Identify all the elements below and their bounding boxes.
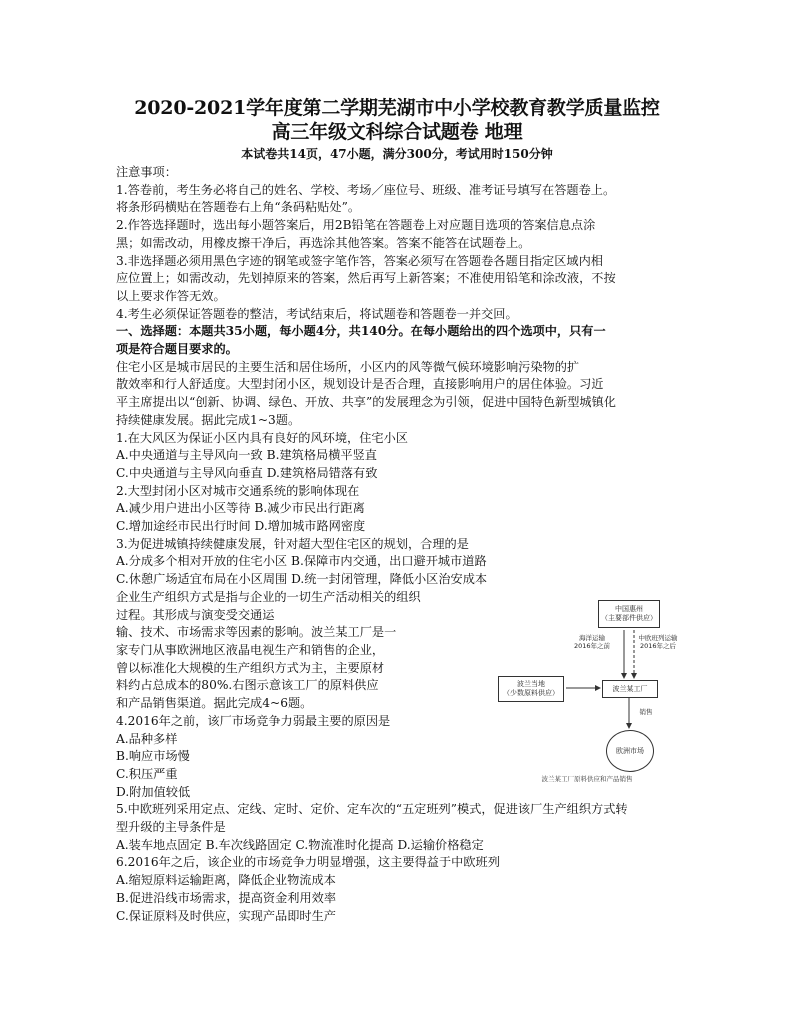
passage-line: 输、技术、市场需求等因素的影响。波兰某工厂是一 <box>116 625 397 640</box>
passage-line: 和产品销售渠道。据此完成4~6题。 <box>116 696 313 711</box>
instruction-line: 1.答卷前，考生务必将自己的姓名、学校、考场／座位号、班级、准考证号填写在答题卷上。 <box>116 182 616 197</box>
exam-info: 本试卷共14页，47小题，满分300分，考试用时150分钟 <box>241 147 553 161</box>
passage-line: 散效率和行人舒适度。大型封闭小区，规划设计是否合理，直接影响用户的居住体验。习近 <box>116 377 604 392</box>
passage-line: 曾以标准化大规模的生产组织方式为主，主要原材 <box>116 660 385 675</box>
exam-title-subject: 高三年级文科综合试题卷 地理 <box>271 121 523 143</box>
passage-line: 料约占总成本的80%.右图示意该工厂的原料供应 <box>116 678 379 693</box>
question-line: 3.为促进城镇持续健康发展，针对超大型住宅区的规划，合理的是 <box>116 536 469 551</box>
local-supplier-box: 波兰当地 （少数原料供应） <box>498 676 564 702</box>
option-line: C.积压严重 <box>116 766 178 781</box>
supply-chain-figure <box>494 598 680 786</box>
passage-line: 持续健康发展。据此完成1~3题。 <box>116 412 301 427</box>
question-line: 6.2016年之后，该企业的市场竞争力明显增强，这主要得益于中欧班列 <box>116 855 500 870</box>
question-line: 1.在大风区为保证小区内具有良好的风环境，住宅小区 <box>116 430 408 445</box>
instruction-line: 黑；如需改动，用橡皮擦干净后，再选涂其他答案。答案不能答在试题卷上。 <box>116 235 531 250</box>
section-heading-line: 项是符合题目要求的。 <box>116 342 238 357</box>
question-line: A.装车地点固定 B.车次线路固定 C.物流准时化提高 D.运输价格稳定 <box>116 837 484 852</box>
passage-residential <box>116 359 678 430</box>
passage-line: 家专门从事欧洲地区液晶电视生产和销售的企业， <box>116 642 385 657</box>
sea-route-label: 海洋运输 2016年之前 <box>573 634 611 650</box>
european-market-circle <box>606 730 654 772</box>
question-line: A.分成多个相对开放的住宅小区 B.保障市内交通，出口避开城市道路 <box>116 554 487 569</box>
question-line: 2.大型封闭小区对城市交通系统的影响体现在 <box>116 483 360 498</box>
exam-title: 2020-2021学年度第二学期芜湖市中小学校教育教学质量监控 <box>134 97 660 119</box>
question-line: C.中央通道与主导风向垂直 D.建筑格局错落有致 <box>116 465 378 480</box>
instruction-line: 3.非选择题必须用黑色字迹的钢笔或签字笔作答，答案必须写在答题卷各题目指定区域内相 <box>116 253 603 268</box>
option-line: D.附加值较低 <box>116 784 191 799</box>
instruction-line: 以上要求作答无效。 <box>116 288 226 303</box>
instruction-line: 2.作答选择题时，选出每小题答案后，用2B铅笔在答题卷上对应题目选项的答案信息点涂 <box>116 218 596 233</box>
instruction-line: 注意事项： <box>116 165 177 179</box>
question-line: C.增加途经市民出行时间 D.增加城市路网密度 <box>116 519 366 534</box>
exam-page <box>116 96 678 925</box>
market-label: 欧洲市场 <box>616 746 644 755</box>
question-line: A.中央通道与主导风向一致 B.建筑格局横平竖直 <box>116 448 377 463</box>
sales-label: 销售 <box>639 708 653 716</box>
questions-1-3 <box>116 430 678 589</box>
passage-line: 住宅小区是城市居民的主要生活和居住场所，小区内的风等微气候环境影响污染物的扩 <box>116 359 580 374</box>
passage-line: 平主席提出以“创新、协调、绿色、开放、共享”的发展理念为引领，促进中国特色新型城镇化 <box>116 395 616 410</box>
question-line: A.减少用户进出小区等待 B.减少市民出行距离 <box>116 501 365 516</box>
question-line: 4.2016年之前，该厂市场竞争力弱最主要的原因是 <box>116 713 391 728</box>
questions-5-6 <box>116 801 678 925</box>
question-line: 型升级的主导条件是 <box>116 820 226 835</box>
section-heading <box>116 323 678 358</box>
option-line: A.品种多样 <box>116 731 178 746</box>
question-line: C.保证原料及时供应，实现产品即时生产 <box>116 908 336 923</box>
option-line: B.响应市场慢 <box>116 749 190 764</box>
question-line: C.休憩广场适宜布局在小区周围 D.统一封闭管理，降低小区治安成本 <box>116 572 488 587</box>
instructions <box>116 164 678 323</box>
rail-route-label: 中欧班列运输 2016年之后 <box>638 634 678 650</box>
passage-line: 过程。其形成与演变受交通运 <box>116 607 275 622</box>
question-line: A.缩短原料运输距离，降低企业物流成本 <box>116 873 336 888</box>
section-heading-line: 一、选择题：本题共35小题，每小题4分，共140分。在每小题给出的四个选项中，只有一 <box>116 324 606 339</box>
exam-body <box>116 164 678 925</box>
instruction-line: 应位置上；如需改动，先划掉原来的答案，然后再写上新答案；不准使用铅笔和涂改液，不按 <box>116 271 616 286</box>
question-line: 5.中欧班列采用定点、定线、定时、定价、定车次的“五定班列”模式，促进该厂生产组织方式转 <box>116 802 628 817</box>
factory-box: 波兰某工厂 <box>602 680 658 698</box>
instruction-line: 4.考生必须保证答题卷的整洁，考试结束后，将试题卷和答题卷一并交回。 <box>116 306 518 321</box>
question-line: B.促进沿线市场需求，提高资金利用效率 <box>116 890 337 905</box>
figure-caption: 波兰某工厂原料供应和产品销售 <box>541 775 633 783</box>
instruction-line: 将条形码横贴在答题卷右上角“条码粘贴处”。 <box>116 200 361 215</box>
china-supplier-box: 中国惠州 （主要部件供应） <box>598 600 660 628</box>
passage-line: 企业生产组织方式是指与企业的一切生产活动相关的组织 <box>116 589 421 604</box>
